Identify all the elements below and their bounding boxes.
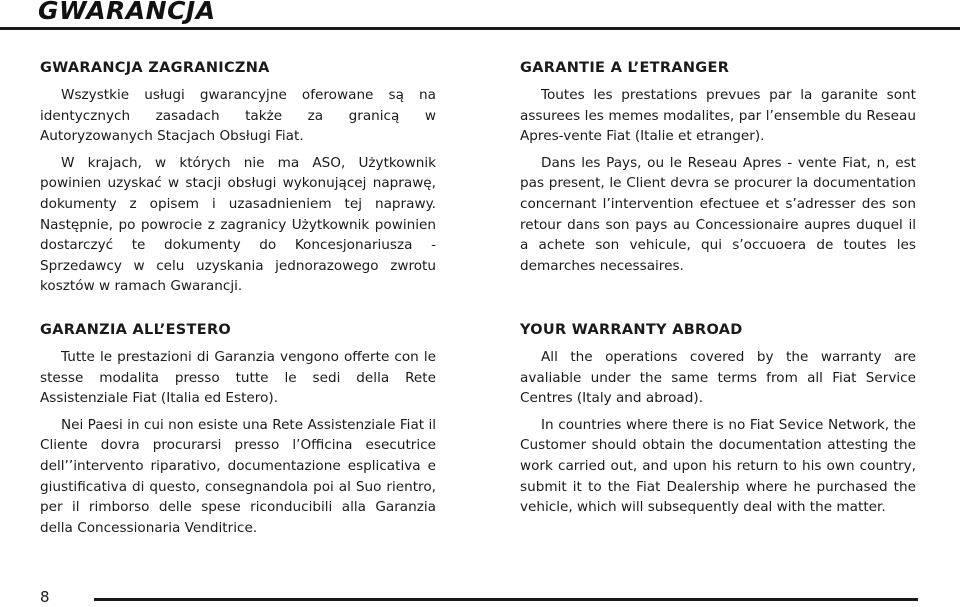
paragraph: All the operations covered by the warranty are avaliable under the same terms from all Fiat Service Centres (Italy and abroad).: [520, 349, 916, 407]
paragraph: Dans les Pays, ou le Reseau Apres - vente Fiat, n, est pas present, le Client devra se procurer la documentation concernant l’intervention efectuee et s’adresser des son retour dans son pays au Concessionaire aupres duquel il a achete son vehicule, qui s’occuoera de toutes les demarches necessaires.: [520, 154, 916, 274]
page-number: 8: [40, 588, 50, 606]
section-heading: YOUR WARRANTY ABROAD: [520, 322, 743, 338]
page-title: GWARANCJA: [38, 0, 216, 25]
paragraph: Toutes les prestations prevues par la garanite sont assurees les memes modalites, par l’ensemble du Reseau Apres-vente Fiat (Italie et etranger).: [520, 87, 916, 145]
paragraph: In countries where there is no Fiat Sevice Network, the Customer should obtain the documentation attesting the work carried out, and upon his return to his own country, submit it to the Fiat Dealership where he purchased the vehicle, which will subsequently deal with the matter.: [520, 416, 916, 516]
paragraph: Wszystkie usługi gwarancyjne oferowane są na identycznych zasadach także za granicą w Autoryzowanych Stacjach Obsługi Fiat.: [40, 87, 436, 145]
section-english: [520, 322, 916, 524]
paragraph: W krajach, w których nie ma ASO, Użytkownik powinien uzyskać w stacji obsługi wykonującej naprawę, dokumenty z opisem i uzasadnieniem tej naprawy. Następnie, po powrocie z zagranicy Użytkownik powinien dostarczyć te dokumenty do Koncesjonariusza - Sprzedawcy w celu uzyskania jednorazowego zwrotu kosztów w ramach Gwarancji.: [40, 154, 436, 295]
section-french: [520, 60, 916, 282]
section-heading: GARANTIE A L’ETRANGER: [520, 60, 730, 76]
section-heading: GWARANCJA ZAGRANICZNA: [40, 60, 270, 76]
paragraph: Nei Paesi in cui non esiste una Rete Assistenziale Fiat il Cliente dovra procurarsi presso l’Officina esecutrice dell’’intervento riparativo, documentazione esplicativa e giustificativa di questo, consegnandola poi al Suo rientro, per il rimborso delle spese riconducibili alla Garanzia della Concessionaria Venditrice.: [40, 416, 436, 536]
footer-rule: [94, 598, 918, 601]
section-italian: [40, 322, 436, 544]
section-heading: GARANZIA ALL’ESTERO: [40, 322, 232, 338]
paragraph: Tutte le prestazioni di Garanzia vengono offerte con le stesse modalita presso tutte le sedi della Rete Assistenziale Fiat (Italia ed Estero).: [40, 349, 436, 407]
header-bar: [0, 0, 960, 30]
section-polish: [40, 60, 436, 303]
